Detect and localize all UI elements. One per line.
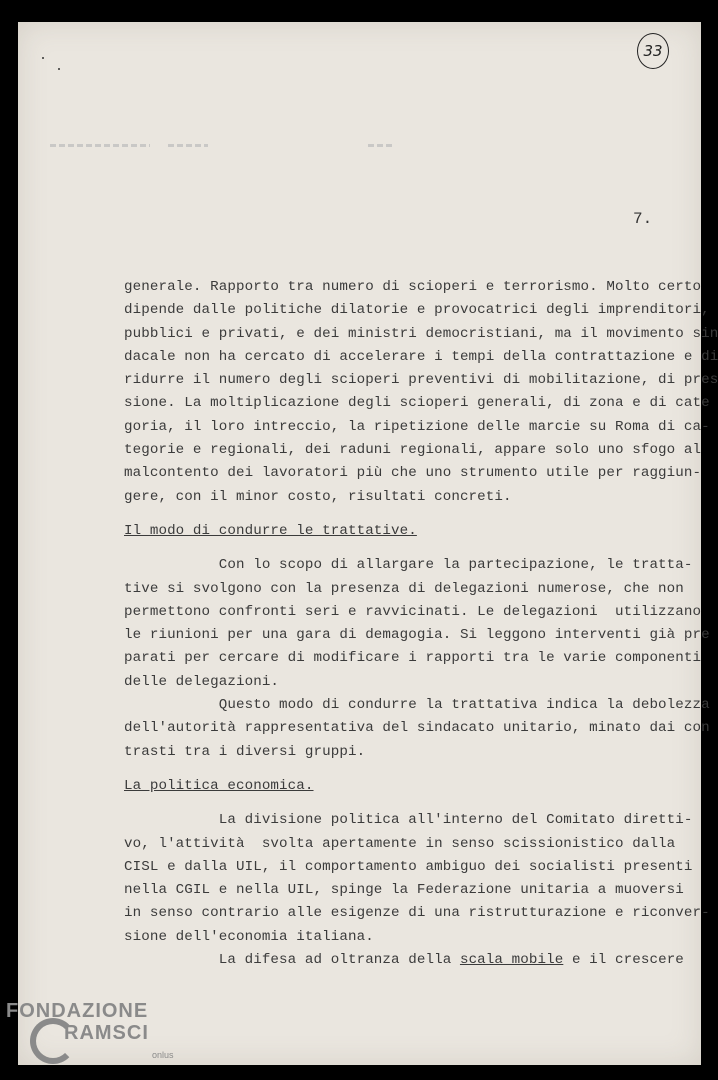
text-line: gere, con il minor costo, risultati concreti. [124,488,512,505]
text-line: generale. Rapporto tra numero di scioperi e terrorismo. Molto certo [124,279,702,295]
page-number: 7. [633,210,653,228]
paragraph-2 [124,554,710,764]
text-line: delle delegazioni. [124,673,280,690]
text-line: CISL e dalla UIL, il comportamento ambiguo dei socialisti presenti [124,858,693,875]
text-fragment: e il crescere [563,952,684,969]
watermark-line-1: FONDAZIONE [6,1000,149,1022]
typewriter-smudge [50,144,150,147]
text-line: tegorie e regionali, dei raduni regionali, appare solo uno sfogo al [124,442,702,459]
text-line: sione. La moltiplicazione degli scioperi generali, di zona e di cate [124,395,710,412]
text-line: dacale non ha cercato di accelerare i tempi della contrattazione e di [124,348,718,365]
typewriter-smudge [168,144,208,147]
text-line: dell'autorità rappresentativa del sindacato unitario, minato dai con [124,720,710,737]
section-heading-negotiations: Il modo di condurre le trattative. [124,522,417,539]
text-line: vo, l'attività svolta apertamente in senso scissionistico dalla [124,835,676,852]
text-line: parati per cercare di modificare i rapporti tra le varie componenti [124,650,702,667]
text-line: goria, il loro intreccio, la ripetizione delle marcie su Roma di ca- [124,418,710,435]
text-line: tive si svolgono con la presenza di delegazioni numerose, che non [124,580,684,597]
watermark-logo [6,1000,176,1080]
text-line: malcontento dei lavoratori più che uno strumento utile per raggiun- [124,465,702,482]
watermark-line-3: onlus [152,1050,174,1060]
paragraph-1 [124,276,718,509]
text-line: le riunioni per una gara di demagogia. Si leggono interventi già pre [124,627,710,644]
text-line: ridurre il numero degli scioperi preventivi di mobilitazione, di pres [124,372,718,389]
text-line: Con lo scopo di allargare la partecipazione, le tratta- [124,557,693,574]
text-line: trasti tra i diversi gruppi. [124,743,366,760]
ink-speck [58,68,60,70]
typewriter-smudge [368,144,393,147]
section-heading-economic-policy: La politica economica. [124,777,314,794]
text-line: sione dell'economia italiana. [124,928,374,945]
ink-speck [42,57,44,59]
text-line: La divisione politica all'interno del Comitato diretti- [124,812,693,829]
text-line: permettono confronti seri e ravvicinati. Le delegazioni utilizzano [124,603,702,620]
text-line: Questo modo di condurre la trattativa indica la debolezza [124,697,710,714]
watermark-line-2: RAMSCI [64,1022,149,1044]
text-line: dipende dalle politiche dilatorie e provocatrici degli imprenditori, [124,302,710,319]
underlined-term: scala mobile [459,952,564,969]
folio-number: 33 [637,33,669,69]
paragraph-3 [124,809,710,949]
typed-text [124,276,718,972]
text-line: pubblici e privati, e dei ministri democristiani, ma il movimento sin [124,325,718,342]
text-line: nella CGIL e nella UIL, spinge la Federazione unitaria a muoversi [124,882,684,899]
text-line [124,949,684,972]
text-fragment: La difesa ad oltranza della [124,952,460,969]
text-line: in senso contrario alle esigenze di una ristrutturazione e riconver- [124,905,710,922]
